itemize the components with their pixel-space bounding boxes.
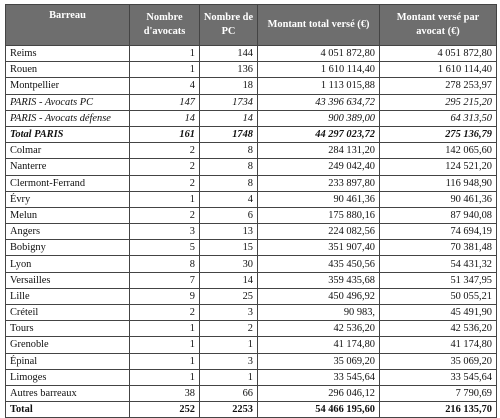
cell-montant-total: 42 536,20: [258, 321, 380, 337]
cell-barreau: Colmar: [6, 143, 130, 159]
cell-nombre-avocats: 252: [130, 402, 200, 418]
cell-nombre-pc: 18: [200, 78, 258, 94]
cell-montant-total: 296 046,12: [258, 385, 380, 401]
cell-nombre-avocats: 1: [130, 46, 200, 62]
cell-nombre-avocats: 3: [130, 224, 200, 240]
cell-nombre-avocats: 1: [130, 353, 200, 369]
cell-montant-total: 4 051 872,80: [258, 46, 380, 62]
cell-montant-par-avocat: 116 948,90: [380, 175, 497, 191]
header-montant-total: Montant total versé (€): [258, 5, 380, 46]
table-row: [6, 46, 497, 62]
cell-nombre-pc: 8: [200, 143, 258, 159]
table-row: [6, 337, 497, 353]
header-nombre-avocats: Nombre d'avocats: [130, 5, 200, 46]
cell-nombre-avocats: 2: [130, 305, 200, 321]
table-row: [6, 321, 497, 337]
cell-nombre-pc: 25: [200, 288, 258, 304]
cell-montant-par-avocat: 4 051 872,80: [380, 46, 497, 62]
header-barreau: Barreau: [6, 5, 130, 46]
cell-montant-total: 900 389,00: [258, 110, 380, 126]
table-row: [6, 62, 497, 78]
table-row: [6, 159, 497, 175]
cell-barreau: Évry: [6, 191, 130, 207]
cell-montant-total: 90 983,: [258, 305, 380, 321]
cell-barreau: Limoges: [6, 369, 130, 385]
cell-montant-total: 175 880,16: [258, 207, 380, 223]
cell-barreau: Bobigny: [6, 240, 130, 256]
table-row: [6, 207, 497, 223]
cell-nombre-pc: 1748: [200, 126, 258, 142]
cell-montant-par-avocat: 64 313,50: [380, 110, 497, 126]
cell-nombre-avocats: 1: [130, 321, 200, 337]
cell-montant-par-avocat: 124 521,20: [380, 159, 497, 175]
cell-nombre-pc: 136: [200, 62, 258, 78]
cell-barreau: Angers: [6, 224, 130, 240]
cell-barreau: Total: [6, 402, 130, 418]
cell-nombre-avocats: 38: [130, 385, 200, 401]
cell-nombre-avocats: 1: [130, 369, 200, 385]
cell-montant-total: 1 113 015,88: [258, 78, 380, 94]
table-row: [6, 143, 497, 159]
cell-montant-total: 435 450,56: [258, 256, 380, 272]
cell-nombre-avocats: 1: [130, 337, 200, 353]
cell-montant-total: 450 496,92: [258, 288, 380, 304]
table-row: [6, 240, 497, 256]
cell-nombre-pc: 8: [200, 159, 258, 175]
table-row: [6, 110, 497, 126]
table-row: [6, 369, 497, 385]
cell-nombre-avocats: 2: [130, 175, 200, 191]
cell-montant-total: 224 082,56: [258, 224, 380, 240]
cell-nombre-pc: 14: [200, 272, 258, 288]
cell-montant-par-avocat: 216 135,70: [380, 402, 497, 418]
table-row: [6, 126, 497, 142]
cell-montant-par-avocat: 70 381,48: [380, 240, 497, 256]
cell-montant-par-avocat: 74 694,19: [380, 224, 497, 240]
cell-barreau: Lyon: [6, 256, 130, 272]
cell-montant-par-avocat: 41 174,80: [380, 337, 497, 353]
table-row: [6, 353, 497, 369]
header-row: [6, 5, 497, 46]
barreau-payments-table: [5, 4, 497, 418]
cell-nombre-pc: 1734: [200, 94, 258, 110]
cell-montant-par-avocat: 33 545,64: [380, 369, 497, 385]
cell-barreau: Grenoble: [6, 337, 130, 353]
cell-barreau: Montpellier: [6, 78, 130, 94]
table-row: [6, 94, 497, 110]
cell-barreau: Autres barreaux: [6, 385, 130, 401]
cell-nombre-avocats: 5: [130, 240, 200, 256]
cell-barreau: Lille: [6, 288, 130, 304]
cell-nombre-avocats: 14: [130, 110, 200, 126]
cell-montant-total: 41 174,80: [258, 337, 380, 353]
cell-montant-par-avocat: 90 461,36: [380, 191, 497, 207]
cell-nombre-pc: 2253: [200, 402, 258, 418]
cell-montant-par-avocat: 45 491,90: [380, 305, 497, 321]
cell-nombre-pc: 1: [200, 369, 258, 385]
table-row: [6, 288, 497, 304]
cell-nombre-avocats: 7: [130, 272, 200, 288]
cell-barreau: PARIS - Avocats PC: [6, 94, 130, 110]
cell-barreau: PARIS - Avocats défense: [6, 110, 130, 126]
cell-barreau: Nanterre: [6, 159, 130, 175]
cell-nombre-pc: 13: [200, 224, 258, 240]
cell-nombre-pc: 3: [200, 353, 258, 369]
cell-barreau: Reims: [6, 46, 130, 62]
cell-nombre-avocats: 4: [130, 78, 200, 94]
table-row: [6, 175, 497, 191]
header-nombre-pc: Nombre de PC: [200, 5, 258, 46]
cell-nombre-avocats: 2: [130, 207, 200, 223]
table-header: [6, 5, 497, 46]
cell-barreau: Melun: [6, 207, 130, 223]
cell-montant-par-avocat: 42 536,20: [380, 321, 497, 337]
cell-nombre-avocats: 2: [130, 159, 200, 175]
cell-nombre-pc: 15: [200, 240, 258, 256]
cell-montant-par-avocat: 35 069,20: [380, 353, 497, 369]
cell-montant-par-avocat: 295 215,20: [380, 94, 497, 110]
cell-barreau: Rouen: [6, 62, 130, 78]
cell-barreau: Clermont-Ferrand: [6, 175, 130, 191]
cell-montant-total: 359 435,68: [258, 272, 380, 288]
table-row: [6, 305, 497, 321]
cell-nombre-avocats: 9: [130, 288, 200, 304]
cell-nombre-avocats: 147: [130, 94, 200, 110]
cell-nombre-pc: 1: [200, 337, 258, 353]
cell-nombre-pc: 66: [200, 385, 258, 401]
cell-montant-total: 233 897,80: [258, 175, 380, 191]
cell-nombre-pc: 14: [200, 110, 258, 126]
table-row: [6, 272, 497, 288]
cell-nombre-avocats: 2: [130, 143, 200, 159]
cell-nombre-pc: 144: [200, 46, 258, 62]
cell-nombre-pc: 2: [200, 321, 258, 337]
cell-montant-par-avocat: 54 431,32: [380, 256, 497, 272]
cell-montant-total: 249 042,40: [258, 159, 380, 175]
cell-nombre-pc: 8: [200, 175, 258, 191]
cell-montant-total: 44 297 023,72: [258, 126, 380, 142]
cell-montant-par-avocat: 1 610 114,40: [380, 62, 497, 78]
cell-montant-total: 284 131,20: [258, 143, 380, 159]
table-row: [6, 224, 497, 240]
cell-montant-par-avocat: 142 065,60: [380, 143, 497, 159]
table-row: [6, 256, 497, 272]
cell-montant-total: 54 466 195,60: [258, 402, 380, 418]
cell-montant-total: 90 461,36: [258, 191, 380, 207]
cell-montant-par-avocat: 278 253,97: [380, 78, 497, 94]
cell-montant-par-avocat: 275 136,79: [380, 126, 497, 142]
cell-montant-total: 35 069,20: [258, 353, 380, 369]
cell-montant-par-avocat: 7 790,69: [380, 385, 497, 401]
header-montant-par-avocat: Montant versé par avocat (€): [380, 5, 497, 46]
cell-barreau: Versailles: [6, 272, 130, 288]
cell-barreau: Tours: [6, 321, 130, 337]
table-row: [6, 191, 497, 207]
table-row: [6, 385, 497, 401]
cell-montant-par-avocat: 50 055,21: [380, 288, 497, 304]
cell-nombre-avocats: 1: [130, 62, 200, 78]
cell-nombre-pc: 6: [200, 207, 258, 223]
cell-montant-total: 351 907,40: [258, 240, 380, 256]
cell-barreau: Épinal: [6, 353, 130, 369]
cell-nombre-avocats: 8: [130, 256, 200, 272]
table-body: [6, 46, 497, 418]
cell-nombre-pc: 30: [200, 256, 258, 272]
cell-barreau: Créteil: [6, 305, 130, 321]
cell-montant-par-avocat: 51 347,95: [380, 272, 497, 288]
cell-montant-total: 1 610 114,40: [258, 62, 380, 78]
cell-nombre-avocats: 1: [130, 191, 200, 207]
cell-nombre-avocats: 161: [130, 126, 200, 142]
table-row: [6, 78, 497, 94]
cell-montant-total: 33 545,64: [258, 369, 380, 385]
cell-nombre-pc: 4: [200, 191, 258, 207]
cell-montant-total: 43 396 634,72: [258, 94, 380, 110]
cell-barreau: Total PARIS: [6, 126, 130, 142]
cell-montant-par-avocat: 87 940,08: [380, 207, 497, 223]
cell-nombre-pc: 3: [200, 305, 258, 321]
table-row: [6, 402, 497, 418]
